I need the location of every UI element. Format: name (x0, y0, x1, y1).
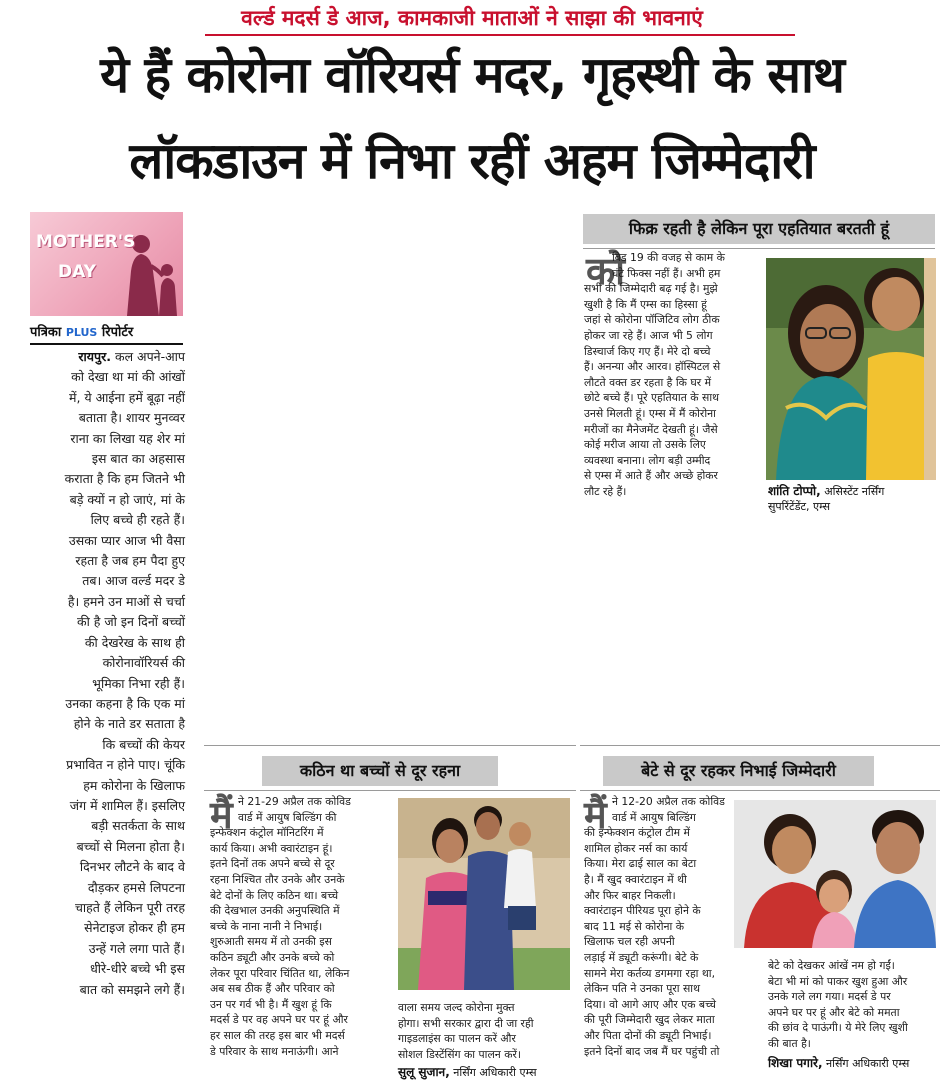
text-line: अब सब ठीक हैं और परिवार को (210, 982, 335, 996)
text-line: दौड़कर हमसे लिपटना (87, 879, 185, 895)
story2-caption-name: सुलू सुजान, (398, 1065, 450, 1079)
text-line: छोटे बच्चे हैं। पूरे एहतियात के साथ (584, 391, 720, 405)
text-line: कोरोनावॉरियर्स की (102, 655, 185, 671)
text-line: मरीजों का मैनेजमेंट देखती हूं। जैसे (584, 422, 718, 436)
text-line: होकर जा रहे हैं। आज भी 5 लोग (584, 328, 713, 342)
text-line: जहां से कोरोना पॉजिटिव लोग ठीक (584, 313, 720, 327)
text-line: शामिल होकर नर्स का कार्य (584, 841, 688, 855)
text-line: की देखरेख के साथ ही (84, 634, 185, 650)
text-line: शुरुआती समय में तो उनकी इस (210, 935, 332, 949)
text-line: और फिर बाहर निकली। (584, 888, 676, 902)
story1-caption-role-1: असिस्टेंट नर्सिंग (824, 485, 885, 498)
mothers-day-logo (30, 212, 183, 316)
text-line: बेटे दोनों के लिए कठिन था। बच्चे (210, 888, 339, 902)
story1-body (584, 250, 762, 500)
story1-rule (583, 248, 935, 249)
text-line: ने 12-20 अप्रैल तक कोविड (612, 795, 725, 808)
story1-caption-name: शांति टोप्पो, (768, 484, 821, 498)
text-line: उसका प्यार आज भी वैसा (68, 532, 185, 548)
story1-caption-role-2: सुपरिंटेंडेंट, एम्स (768, 500, 831, 513)
byline-role: रिपोर्टर (101, 325, 134, 340)
text-line: की देखभाल उनकी अनुपस्थिति में (210, 904, 340, 918)
kicker-rule (205, 34, 795, 36)
headline-line-1: ये हैं कोरोना वॉरियर्स मदर, गृहस्थी के साथ (100, 46, 844, 104)
text-line: डे परिवार के साथ मनाऊंगी। आने (210, 1044, 339, 1058)
text-line: घंटे फिक्स नहीं हैं। अभी हम (612, 266, 721, 280)
text-line: सेनेटाइज होकर ही हम (84, 920, 185, 936)
text-line: खुशी है कि मैं एम्स का हिस्सा हूं (584, 297, 707, 311)
text-line: लेकर पूरा परिवार चिंतित था, लेकिन (210, 966, 350, 980)
main-story-line: कल अपने-आप (114, 349, 185, 364)
story3-rule (580, 790, 940, 791)
main-story-body (28, 347, 185, 1000)
story3-caption-name: शिखा पगारे, (768, 1056, 823, 1070)
text-line: उन पर गर्व भी है। मैं खुश हूं कि (210, 997, 332, 1011)
text-line: हर साल की तरह इस बार भी मदर्स (210, 1028, 345, 1042)
text-line: उनके गले लग गया। मदर्स डे पर (768, 990, 891, 1004)
text-line: चाहते हैं लेकिन पूरी तरह (74, 899, 185, 915)
story2-caption-role: नर्सिंग अधिकारी एम्स (453, 1066, 537, 1079)
text-line: राना का लिखा यह शेर मां (70, 430, 185, 446)
logo-text-1: MOTHER'S (36, 232, 136, 252)
text-line: इन्फेक्शन कंट्रोल मॉनिटरिंग में (210, 826, 324, 840)
text-line: क्वारंटाइन पीरियड पूरा होने के (584, 904, 701, 918)
text-line: लेकिन पति ने उनका पूरा साथ (584, 982, 700, 996)
text-line: बच्चे के नाना नानी ने निभाई। (210, 919, 323, 933)
text-line: से एम्स में आते हैं और अच्छे होकर (584, 469, 718, 483)
text-line: की बात है। (768, 1036, 811, 1050)
text-line: व्यवस्था बनाना। लोग बड़ी उम्मीद (584, 453, 711, 467)
byline-brand: पत्रिका (30, 325, 62, 340)
text-line: खिलाफ चल रही अपनी (584, 935, 675, 949)
text-line: कि बच्चों की केयर (102, 736, 185, 752)
byline (30, 322, 183, 342)
text-line: होने के नाते डर सताता है (73, 716, 185, 732)
text-line: कोई मरीज आया तो उसके लिए (584, 438, 706, 452)
text-line: रहता है जब हम पैदा हुए (75, 553, 185, 569)
photo-shanti-toppo (766, 258, 936, 480)
story3-dropcap: मैं (584, 793, 607, 837)
text-line: तब। आज वर्ल्ड मदर डे (82, 573, 185, 589)
text-line: धीरे-धीरे बच्चे भी इस (90, 961, 185, 977)
story3-caption-role: नर्सिंग अधिकारी एम्स (826, 1057, 910, 1070)
text-line: किया। मेरा ढाई साल का बेटा (584, 857, 697, 871)
text-line: वार्ड में आयुष बिल्डिंग की (238, 810, 337, 824)
text-line: बड़े क्यों न हो जाएं, मां के (69, 491, 185, 507)
story2-caption (398, 1065, 574, 1080)
story3-tail (768, 958, 940, 1052)
text-line: बात को समझने लगे हैं। (79, 981, 185, 997)
text-line: और पिता दोनों की ड्यूटी निभाई। (584, 1028, 712, 1042)
text-line: दिया। वो आगे आए और एक बच्चे (584, 997, 717, 1011)
text-line: जंग में शामिल हैं। इसलिए (69, 797, 185, 813)
text-line: लड़ाई में ड्यूटी करूंगी। बेटे के (584, 950, 699, 964)
story2-top-rule (204, 745, 576, 746)
story2-dropcap: मैं (210, 793, 233, 837)
text-line: दिनभर लौटने के बाद वे (79, 859, 185, 875)
text-line: बड़ी सतर्कता के साथ (91, 818, 185, 834)
text-line: विड 19 की वजह से काम के (612, 251, 725, 264)
text-line: भूमिका निभा रही हैं। (92, 675, 185, 691)
story3-top-rule (580, 745, 940, 746)
dateline: रायपुर. (78, 349, 111, 364)
text-line: अपने घर पर हूं और बेटे को ममता (768, 1005, 900, 1019)
text-line: इतने दिनों तक अपने बच्चे से दूर (210, 857, 335, 871)
text-line: लिए बच्चे ही रहते हैं। (90, 512, 185, 528)
text-line: इतने दिनों बाद जब मैं घर पहुंची तो (584, 1044, 720, 1058)
text-line: की है जो इन दिनों बच्चों (76, 614, 185, 630)
story1-heading: फिक्र रहती है लेकिन पूरा एहतियात बरतती हूं (583, 214, 935, 244)
text-line: बताता है। शायर मुनव्वर (78, 410, 185, 426)
story2-tail (398, 1000, 574, 1062)
text-line: हम कोरोना के खिलाफ (83, 777, 185, 793)
text-line: बेटा भी मां को पाकर खुश हुआ और (768, 974, 908, 988)
text-line: सोशल डिस्टेंसिंग का पालन करें। (398, 1047, 522, 1061)
byline-rule (30, 343, 183, 345)
text-line: की पूरी जिम्मेदारी खुद लेकर माता (584, 1013, 715, 1027)
text-line: इस बात का अहसास (91, 451, 185, 467)
text-line: में, ये आईना हमें बूढ़ा नहीं (69, 389, 185, 405)
text-line: बच्चों से मिलना होता है। (76, 838, 185, 854)
text-line: बेटे को देखकर आंखें नम हो गईं। (768, 959, 895, 972)
text-line: रहना निश्चित तौर उनके और उनके (210, 872, 345, 886)
byline-plus: PLUS (65, 326, 98, 339)
text-line: प्रभावित न होने पाए। चूंकि (66, 757, 185, 773)
text-line: डिस्चार्ज किए गए हैं। मेरे दो बच्चे (584, 344, 711, 358)
text-line: उनसे मिलती हूं। एम्स में मैं कोरोना (584, 406, 716, 420)
text-line: को देखा था मां की आंखों (71, 369, 185, 385)
text-line: उनका कहना है कि एक मां (65, 695, 185, 711)
photo-shikha-pagare (734, 800, 936, 948)
text-line: की इन्फेक्शन कंट्रोल टीम में (584, 826, 690, 840)
photo-sulu-sujan (398, 798, 570, 990)
story2-body (210, 794, 395, 1059)
headline-line-2: लॉकडाउन में निभा रहीं अहम जिम्मेदारी (129, 132, 815, 190)
text-line: लौट रहे हैं। (584, 484, 627, 498)
text-line: होगा। सभी सरकार द्वारा दी जा रही (398, 1016, 534, 1030)
main-story-first-line (28, 347, 185, 367)
text-line: हैं। अनन्या और आरव। हॉस्पिटल से (584, 360, 721, 374)
text-line: कठिन ड्यूटी और उनके बच्चे को (210, 950, 335, 964)
kicker: वर्ल्ड मदर्स डे आज, कामकाजी माताओं ने साझा की भावनाएं (241, 6, 703, 30)
text-line: सामने मेरा कर्तव्य डगमगा रहा था, (584, 966, 716, 980)
story3-caption (768, 1056, 940, 1071)
text-line: है। मैं खुद क्वारंटाइन में थी (584, 872, 687, 886)
story2-rule (204, 790, 576, 791)
story1-caption (768, 484, 936, 514)
story3-heading: बेटे से दूर रहकर निभाई जिम्मेदारी (603, 756, 874, 786)
text-line: की छांव दे पाऊंगी। ये मेरे लिए खुशी (768, 1021, 908, 1035)
text-line: मदर्स डे पर वह अपने घर पर हूं और (210, 1013, 348, 1027)
text-line: कराता है कि हम जितने भी (64, 471, 185, 487)
text-line: वाला समय जल्द कोरोना मुक्त (398, 1001, 515, 1014)
text-line: लौटते वक्त डर रहता है कि घर में (584, 375, 712, 389)
text-line: वार्ड में आयुष बिल्डिंग (612, 810, 696, 824)
story1-dropcap: को (586, 249, 626, 293)
text-line: है। हमने उन माओं से चर्चा (67, 593, 185, 609)
text-line: ने 21-29 अप्रैल तक कोविड (238, 795, 351, 808)
text-line: गाइडलाइंस का पालन करें और (398, 1032, 516, 1046)
text-line: कार्य किया। अभी क्वारंटाइन हूं। (210, 841, 333, 855)
text-line: उन्हें गले लगा पाते हैं। (88, 940, 185, 956)
story2-heading: कठिन था बच्चों से दूर रहना (262, 756, 498, 786)
text-line: सभी की जिम्मेदारी बढ़ गई है। मुझे (584, 282, 718, 296)
logo-text-2: DAY (58, 262, 96, 282)
text-line: बाद 11 मई से कोरोना के (584, 919, 685, 933)
